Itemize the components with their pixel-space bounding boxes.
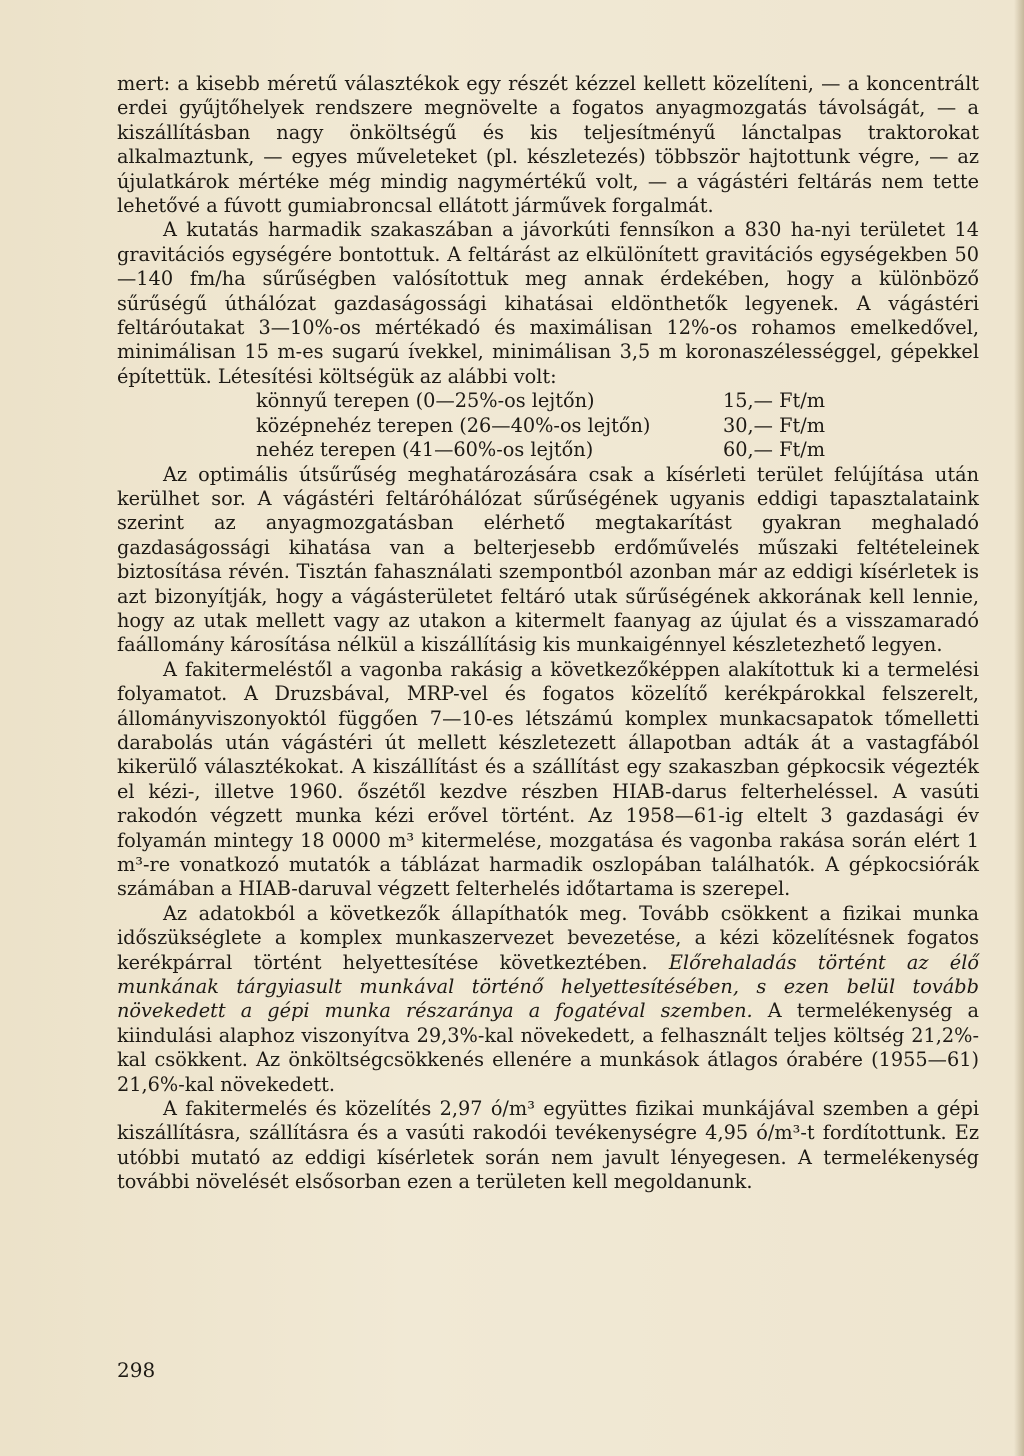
findings-italic-text: Előrehaladás történt az élő munkának tárgyiasult munkával történő helyettesítésében, s ezen belül tovább növekedett a gépi munka részaránya a fogatéval szemben. [117, 950, 979, 1023]
paragraph-road-density: Az optimális útsűrűség meghatározására csak a kísérleti terület felújítása után kerülhet sor. A vágástéri feltáróhálózat sűrűségének ugyanis eddigi tapasztalataink szerint az anyagmozgatásban elérhető megtakarítást gyakran meghaladó gazdaságossági kihatása van a belterjesebb erdőművelés műszaki feltételeinek biztosítása révén. Tisztán fahasználati szempontból azonban már az eddigi kísérletek is azt bizonyítják, hogy a vágásterületet feltáró utak sűrűségének akkorának kell lennie, hogy az utak mellett vagy az utakon a kitermelt faanyag az újulat és a visszamaradó faállomány károsítása nélkül a kiszállításig kis munkaigénnyel készletezhető legyen. [117, 462, 979, 657]
page-number: 298 [117, 1358, 156, 1382]
paragraph-findings [117, 902, 979, 1097]
paragraph-research-stage: A kutatás harmadik szakaszában a jávorkúti fennsíkon a 830 ha-nyi területet 14 gravitációs egységére bontottuk. A feltárást az elkülönített gravitációs egységekben 50—140 fm/ha sűrűségben valósítottuk meg annak érdekében, hogy a különböző sűrűségű úthálózat gazdaságossági kihatásai eldönthetők legyenek. A vágástéri feltáróutakat 3—10%-os mértékadó és maximálisan 12%-os rohamos emelkedővel, minimálisan 15 m-es sugarú ívekkel, minimálisan 3,5 m koronaszélességgel, gépekkel építettük. Létesítési költségük az alábbi volt: [117, 218, 979, 388]
table-row [256, 438, 825, 462]
findings-text: Az adatokból a következők állapíthatók meg. Tovább csökkent a fizikai munka időszükséglete a komplex munkaszervezet bevezetése, a kézi közelítésnek fogatos kerékpárral történt helyettesítése következtében. [117, 901, 979, 974]
road-cost-table [256, 389, 825, 462]
table-row [256, 414, 825, 438]
cost-cell: 60,— Ft/m [723, 438, 825, 462]
terrain-cell: középnehéz terepen (26—40%-os lejtőn) [256, 413, 651, 437]
table-row [256, 389, 825, 413]
body-text [117, 72, 979, 1195]
page-edge-shadow [1014, 0, 1024, 1456]
terrain-cell: könnyű terepen (0—25%-os lejtőn) [256, 389, 595, 413]
paragraph-continuation: mert: a kisebb méretű választékok egy részét kézzel kellett közelíteni, — a koncentrált erdei gyűjtőhelyek rendszere megnövelte a fogatos anyagmozgatás távolságát, — a kiszállításban nagy önköltségű és kis teljesítményű lánctalpas traktorokat alkalmaztunk, — egyes műveleteket (pl. készletezés) többször hajtottunk végre, — az újulatkárok mértéke még mindig nagymértékű volt, — a vágástéri feltárás nem tette lehetővé a fúvott gumiabroncsal ellátott járművek forgalmát. [117, 72, 979, 218]
paragraph-conclusion: A fakitermelés és közelítés 2,97 ó/m³ együttes fizikai munkájával szemben a gépi kiszállításra, szállításra és a vasúti rakodói tevékenységre 4,95 ó/m³-t fordítottunk. Ez utóbbi mutató az eddigi kísérletek során nem javult lényegesen. A termelékenység további növelését elsősorban ezen a területen kell megoldanunk. [117, 1097, 979, 1194]
terrain-cell: nehéz terepen (41—60%-os lejtőn) [256, 438, 594, 462]
paragraph-production-process: A fakitermeléstől a vagonba rakásig a következőképpen alakítottuk ki a termelési folyamatot. A Druzsbával, MRP-vel és fogatos közelítő kerékpárokkal felszerelt, állományviszonyoktól függően 7—10-es létszámú komplex munkacsapatok tőmelletti darabolás után vágástéri út mellett készletezett állapotban adták át a vastagfából kikerülő választékokat. A kiszállítást és a szállítást egy szakaszban gépkocsik végezték el kézi-, illetve 1960. őszétől kezdve részben HIAB-darus felterheléssel. A vasúti rakodón végzett munka kézi erővel történt. Az 1958—61-ig eltelt 3 gazdasági év folyamán mintegy 18 0000 m³ kitermelése, mozgatása és vagonba rakása során elért 1 m³-re vonatkozó mutatók a táblázat harmadik oszlopában találhatók. A gépkocsiórák számában a HIAB-daruval végzett felterhelés időtartama is szerepel. [117, 657, 979, 901]
cost-cell: 30,— Ft/m [723, 413, 825, 437]
findings-text-rest: A termelékenység a kiindulási alaphoz viszonyítva 29,3%-kal növekedett, a felhasznált teljes költség 21,2%-kal csökkent. Az önköltségcsökkenés ellenére a munkások átlagos órabére (1955—61) 21,6%-kal növekedett. [117, 999, 979, 1096]
cost-cell: 15,— Ft/m [723, 389, 825, 413]
